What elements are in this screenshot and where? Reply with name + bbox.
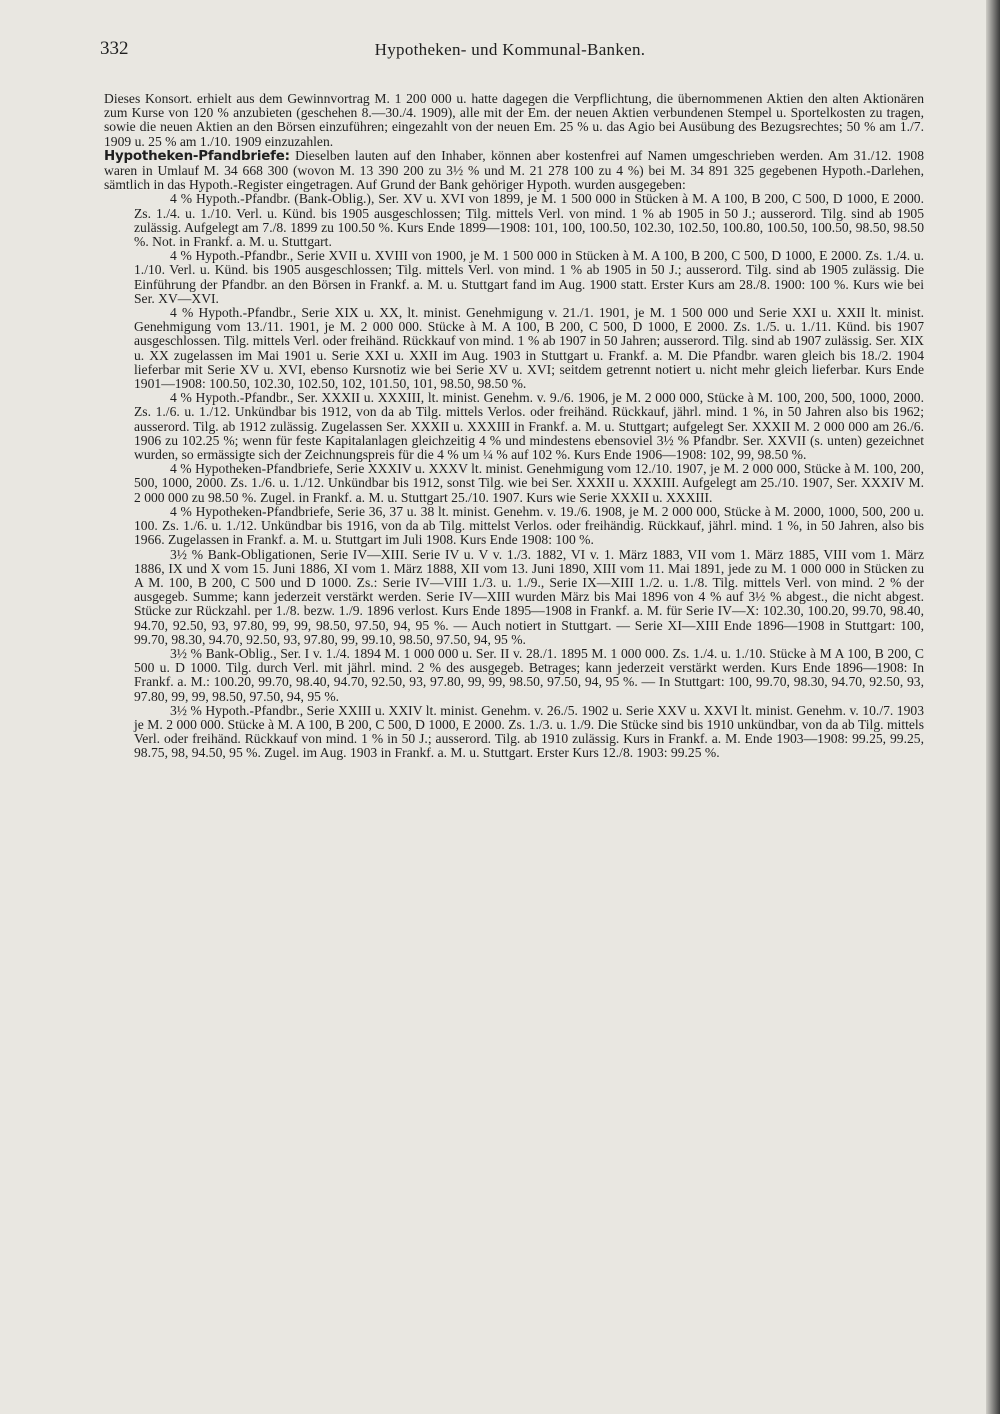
paragraph-pfandbriefe-heading: [104, 149, 924, 193]
page-number: 332: [100, 38, 129, 59]
issue-paragraph: 3½ % Hypoth.-Pfandbr., Serie XXIII u. XXIV lt. minist. Genehm. v. 26./5. 1902 u. Serie XXV u. XXVI lt. minist. Genehm. v. 10./7. 1903 je M. 2 000 000. Stücke à M. A 100, B 200, C 500, D 1000, E 2000. Zs. 1./3. u. 1./9. Die Stücke sind bis 1910 unkündbar, von da ab Tilg. mittels Verl. oder freihänd. Rückkauf von mind. 1 % in 50 J.; ausserord. Tilg. ab 1910 zulässig. Kurs in Frankf. a. M. Ende 1903—1908: 99.25, 99.25, 98.75, 98, 94.50, 95 %. Zugel. im Aug. 1903 in Frankf. a. M. u. Stuttgart. Erster Kurs 12./8. 1903: 99.25 %.: [134, 702, 924, 761]
body-text: [96, 92, 924, 761]
section-heading: Hypotheken-Pfandbriefe:: [104, 148, 290, 164]
issue-paragraph: 3½ % Bank-Obligationen, Serie IV—XIII. Serie IV u. V v. 1./3. 1882, VI v. 1. März 1883, VII vom 1. März 1885, VIII vom 1. März 1886, IX und X vom 15. Juni 1886, XI vom 1. März 1888, XII vom 13. Juni 1890, XIII vom 11. Mai 1891, jede zu M. 1 000 000 in Stücken zu A M. 100, B 200, C 500 und D 1000. Zs.: Serie IV—VIII 1./3. u. 1./9., Serie IX—XIII 1./2. u. 1./8. Tilg. mittels Verl. von mind. 2 % der ausgegeb. Summe; kann jederzeit verstärkt werden. Serie IV—XIII wurden März bis Mai 1896 von 4 % auf 3½ % abgest., die nicht abgest. Stücke zur Rückzahl. per 1./8. bezw. 1./9. 1896 verlost. Kurs Ende 1895—1908 in Frankf. a. M. für Serie IV—X: 102.30, 100.20, 99.70, 98.40, 94.70, 92.50, 93, 97.80, 99, 99, 98.50, 97.50, 94, 95 %. — Auch notiert in Stuttgart. — Serie XI—XIII Ende 1896—1908 in Stuttgart: 100, 99.70, 98.30, 94.70, 92.50, 93, 97.80, 99, 99.10, 98.50, 97.50, 94, 95 %.: [134, 546, 924, 647]
issue-paragraph: 4 % Hypoth.-Pfandbr., Serie XIX u. XX, lt. minist. Genehmigung v. 21./1. 1901, je M. 1 500 000 und Serie XXI u. XXII lt. minist. Genehmigung vom 13./11. 1901, je M. 2 000 000. Stücke à M. A 100, B 200, C 500, D 1000, E 2000. Zs. 1./5. u. 1./11. Künd. bis 1907 ausgeschlossen. Tilg. mittels Verl. oder freihänd. Rückkauf von mind. 1 % ab 1907 in 50 Jahren; ausserord. Tilg. sind ab 1907 zulässig. Ser. XIX u. XX zugelassen im Mai 1901 u. Serie XXI u. XXII im Aug. 1903 in Stuttgart u. Frankf. a. M. Die Pfandbr. waren gleich bis 18./2. 1904 lieferbar mit Serie XV u. XVI, ebenso Kursnotiz wie bei Serie XV u. XVI; seitdem getrennt notiert u. nicht mehr gleich lieferbar. Kurs Ende 1901—1908: 100.50, 102.30, 102.50, 102, 101.50, 101, 98.50, 98.50 %.: [134, 305, 924, 392]
paragraph-consortium: Dieses Konsort. erhielt aus dem Gewinnvortrag M. 1 200 000 u. hatte dagegen die Verpflichtung, die übernommenen Aktien den alten Aktionären zum Kurse von 120 % anzubieten (geschehen 8.—30./4. 1909), alle mit der Em. der neuen Aktien verbundenen Stempel u. Sportelkosten zu tragen, sowie die neuen Aktien an den Börsen einzuführen; eingezahlt von der neuen Em. 25 % u. das Agio bei Ausübung des Bezugsrechtes; 50 % am 1./7. 1909 u. 25 % am 1./10. 1909 einzuzahlen.: [104, 91, 924, 149]
section-intro: Dieselben lauten auf den Inhaber, können aber kostenfrei auf Namen umgeschrieben werden. Am 31./12. 1908 waren in Umlauf M. 34 668 300 (wovon M. 13 390 200 zu 3½ % und M. 21 278 100 zu 4 %) bei M. 34 891 325 gegebenen Hypoth.-Darlehen, sämtlich in das Hypoth.-Register eingetragen. Auf Grund der Bank gehöriger Hypoth. wurden ausgegeben:: [104, 147, 925, 193]
issue-paragraph: 4 % Hypoth.-Pfandbr. (Bank-Oblig.), Ser. XV u. XVI von 1899, je M. 1 500 000 in Stücken à M. A 100, B 200, C 500, D 1000, E 2000. Zs. 1./4. u. 1./10. Verl. u. Künd. bis 1905 ausgeschlossen; Tilg. mittels Verl. von mind. 1 % ab 1905 in 50 J.; ausserord. Tilg. sind ab 1905 zulässig. Aufgelegt am 7./8. 1899 zu 100.50 %. Kurs Ende 1899—1908: 101, 100, 100.50, 102.30, 102.50, 100.80, 100.50, 100.50, 98.50, 98.50 %. Not. in Frankf. a. M. u. Stuttgart.: [134, 191, 924, 250]
running-head: Hypotheken- und Kommunal-Banken.: [374, 40, 646, 59]
issue-paragraph: 4 % Hypotheken-Pfandbriefe, Serie XXXIV u. XXXV lt. minist. Genehmigung vom 12./10. 1907, je M. 2 000 000, Stücke à M. 100, 200, 500, 1000, 2000. Zs. 1./6. u. 1./12. Unkündbar bis 1912, sonst Tilg. wie bei Ser. XXXII u. XXXIII. Aufgelegt am 25./10. 1907, Ser. XXXIV M. 2 000 000 zu 98.50 %. Zugel. in Frankf. a. M. u. Stuttgart 25./10. 1907. Kurs wie Serie XXXII u. XXXIII.: [134, 461, 924, 505]
issue-paragraph: 4 % Hypoth.-Pfandbr., Serie XVII u. XVIII von 1900, je M. 1 500 000 in Stücken à M. A 100, B 200, C 500, D 1000, E 2000. Zs. 1./4. u. 1./10. Verl. u. Künd. bis 1905 ausgeschlossen; Tilg. mittels Verl. von mind. 1 % ab 1905 in 50 J.; ausserord. Tilg. sind ab 1905 zulässig. Die Einführung der Pfandbr. an den Börsen in Frankf. a. M. u. Stuttgart fand im Aug. 1900 statt. Erster Kurs am 28./8. 1900: 100 %. Kurs wie bei Ser. XV—XVI.: [134, 248, 924, 306]
scan-edge-shadow: [986, 0, 1000, 1414]
issue-paragraph: 3½ % Bank-Oblig., Ser. I v. 1./4. 1894 M. 1 000 000 u. Ser. II v. 28./1. 1895 M. 1 000 000. Zs. 1./4. u. 1./10. Stücke à M A 100, B 200, C 500 u. D 1000. Tilg. durch Verl. mit jährl. mind. 2 % des ausgegeb. Betrages; kann jederzeit verstärkt werden. Kurs Ende 1896—1908: In Frankf. a. M.: 100.20, 99.70, 98.40, 94.70, 92.50, 93, 97.80, 99, 99, 98.50, 97.50, 94, 95 %. — In Stuttgart: 100, 99.70, 98.30, 94.70, 92.50, 93, 97.80, 99, 99, 98.50, 97.50, 94, 95 %.: [134, 645, 924, 704]
book-page: [96, 30, 924, 1400]
page-header: [96, 30, 924, 68]
issue-paragraph: 4 % Hypoth.-Pfandbr., Ser. XXXII u. XXXIII, lt. minist. Genehm. v. 9./6. 1906, je M. 2 000 000, Stücke à M. 100, 200, 500, 1000, 2000. Zs. 1./6. u. 1./12. Unkündbar bis 1912, von da ab Tilg. mittels Verlos. oder freihänd. Rückkauf, jährl. mind. 1 %, in 50 Jahren also bis 1962; ausserord. Tilg. ab 1912 zulässig. Zugelassen Ser. XXXII u. XXXIII in Frankf. a. M. u. Stuttgart; aufgelegt Ser. XXXII M. 2 000 000 am 26./6. 1906 zu 102.25 %; wenn für feste Kapitalanlagen gleichzeitig 4 % und mindestens ebensoviel 3½ % Pfandbr. Ser. XXVII (s. unten) gezeichnet wurden, so ermässigte sich der Zeichnungspreis für die 4 % um ¼ % auf 102 %. Kurs Ende 1906—1908: 102, 99, 98.50 %.: [134, 390, 924, 463]
issue-paragraph: 4 % Hypotheken-Pfandbriefe, Serie 36, 37 u. 38 lt. minist. Genehm. v. 19./6. 1908, je M. 2 000 000, Stücke à M. 2000, 1000, 500, 200 u. 100. Zs. 1./6. u. 1./12. Unkündbar bis 1916, von da ab Tilg. mittelst Verlos. oder freihändig. Rückkauf, jährl. mind. 1 %, in 50 Jahren, also bis 1966. Zugelassen in Frankf. a. M. u. Stuttgart im Juli 1908. Kurs Ende 1908: 100 %.: [134, 503, 924, 548]
